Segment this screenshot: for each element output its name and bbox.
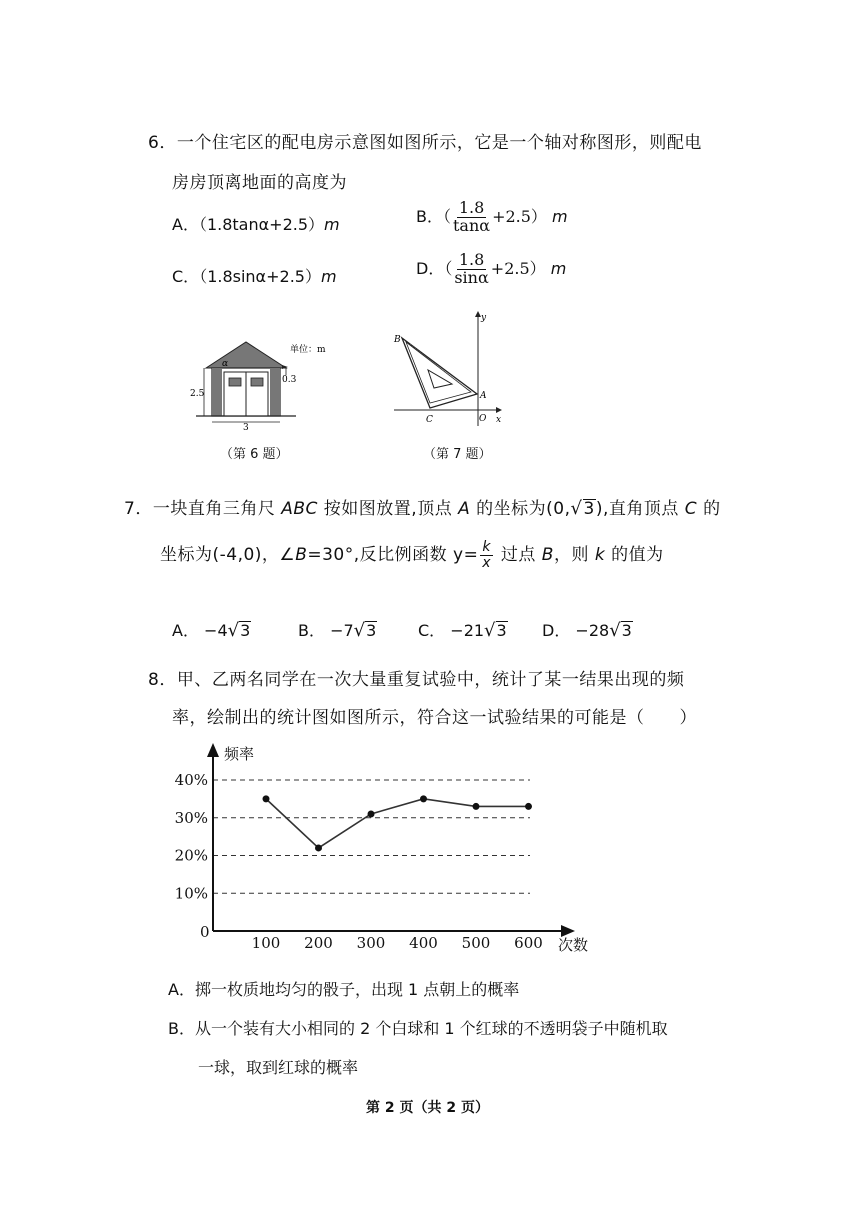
dim-3: 3: [243, 423, 249, 433]
x-tick-label: 300: [356, 934, 386, 952]
q6-option-a: [172, 212, 340, 235]
q7-option-b: B． −7√3: [298, 620, 377, 641]
option-text: （1.8sinα+2.5）: [199, 267, 321, 286]
y-tick-label: 40%: [174, 771, 208, 789]
q6-house-figure: [186, 330, 346, 433]
q7-stem-line1: 7．一块直角三角尺 ABC 按如图放置,顶点 A 的坐标为(0,√3),直角顶点 C 的: [124, 498, 721, 519]
q8-stem-line1: 8．甲、乙两名同学在一次大量重复试验中，统计了某一结果出现的频: [148, 670, 685, 690]
y-tick-label: 20%: [174, 846, 208, 865]
series-line: [266, 799, 529, 848]
point-c-label: C: [426, 415, 433, 425]
frequency-line-chart: [174, 735, 610, 965]
q6-option-b: B．（ $\frac{1.8}{\tan\alpha}$ +2.5） m: [416, 198, 568, 235]
x-tick-label: 400: [409, 934, 438, 952]
q8-option-b-line1: B．从一个装有大小相同的 2 个白球和 1 个红球的不透明袋子中随机取: [168, 1019, 668, 1038]
data-point: [263, 795, 270, 802]
y-axis-arrow: [207, 743, 219, 757]
q7-option-a: A． −4√3: [172, 620, 251, 641]
option-label: D．: [416, 258, 445, 278]
y-axis-label: 频率: [224, 745, 255, 763]
x-axis-label: 次数: [558, 936, 589, 954]
x-tick-label: 500: [461, 934, 491, 952]
y-axis-label: y: [481, 313, 487, 323]
sqrt-value: 3: [583, 499, 595, 519]
unit-label: 单位：m: [290, 345, 326, 355]
q7-stem-line2: 坐标为(-4,0)，∠B=30°,反比例函数 y= $\frac{k}{x}$ 过点 B，则 k 的值为: [160, 539, 664, 571]
x-tick-label: 100: [251, 934, 281, 952]
option-label: C．: [172, 267, 200, 286]
q6-stem-line1: 6．一个住宅区的配电房示意图如图所示，它是一个轴对称图形，则配电: [148, 133, 702, 153]
q6-option-c: [172, 264, 337, 287]
dim-0-3: 0.3: [282, 375, 297, 385]
page-footer: 第 2 页（共 2 页）: [366, 1100, 489, 1116]
data-point: [473, 803, 480, 810]
fraction-k-over-x: $\frac{k}{x}$: [482, 539, 492, 571]
q6-caption: （第 6 题）: [220, 447, 289, 462]
q7-caption: （第 7 题）: [423, 447, 492, 462]
fraction: $\frac{1.8}{\tan\alpha}$: [453, 198, 491, 235]
unit: m: [552, 206, 568, 226]
data-point: [420, 795, 427, 802]
point-b-label: B: [394, 335, 401, 345]
data-point: [525, 803, 532, 810]
unit: m: [324, 215, 340, 234]
q6-option-d: D．（ $\frac{1.8}{\sin\alpha}$ +2.5） m: [416, 250, 567, 287]
option-label: A．: [172, 215, 199, 234]
fraction: $\frac{1.8}{\sin\alpha}$: [454, 250, 489, 287]
x-axis-label: x: [496, 415, 502, 425]
y-tick-label: 30%: [174, 808, 208, 827]
alpha-label: α: [222, 359, 229, 369]
q7-triangle-figure: [390, 308, 510, 428]
option-label: B．: [416, 206, 443, 226]
unit: m: [550, 258, 567, 278]
data-point: [315, 844, 322, 851]
q7-option-c: C． −21√3: [418, 620, 507, 641]
x-tick-label: 200: [304, 934, 333, 952]
y-tick-label: 10%: [174, 884, 208, 903]
q7-option-d: D． −28√3: [542, 620, 632, 641]
data-point: [368, 810, 375, 817]
q6-stem-line2: 房房顶离地面的高度为: [172, 173, 347, 193]
unit: m: [320, 267, 337, 286]
x-tick-label: 600: [514, 934, 543, 952]
q8-option-b-line2: 一球，取到红球的概率: [198, 1058, 359, 1077]
dim-2-5: 2.5: [190, 389, 205, 399]
q8-option-a: A．掷一枚质地均匀的骰子，出现 1 点朝上的概率: [168, 980, 520, 999]
origin-label: 0: [200, 923, 210, 941]
origin-label: O: [479, 414, 487, 424]
q8-stem-line2: 率，绘制出的统计图如图所示，符合这一试验结果的可能是（ ）: [172, 708, 697, 728]
point-a-label: A: [480, 391, 487, 401]
option-text: （1.8tanα+2.5）: [198, 215, 325, 234]
